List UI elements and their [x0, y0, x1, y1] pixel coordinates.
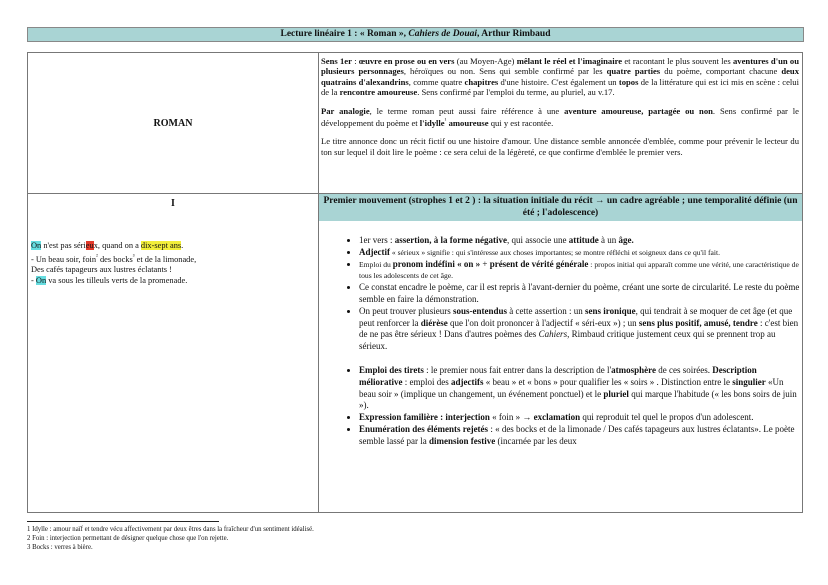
text-run: x, quand on a: [93, 241, 141, 250]
analysis-bullet: [359, 259, 802, 283]
text-run: topos: [618, 76, 639, 87]
text-run: l'idylle: [419, 117, 445, 128]
text-run: Adjectif: [359, 246, 390, 257]
text-run: dimension festive: [428, 435, 496, 446]
text-run: Enumération des éléments rejetés: [359, 423, 489, 434]
footnote-3: 3 Bocks : verres à bière.: [27, 544, 93, 551]
text-run: diérèse: [420, 317, 448, 328]
text-run: : « des bocks et de la limonade / Des cafés tapageurs aux lustres éclatants». Le poète semble lassé par la: [359, 423, 795, 446]
text-run: , Rimbaud critique justement ceux qui se prennent trop au sérieux.: [359, 329, 776, 352]
text-run: deux quatrains d'alexandrins: [321, 66, 799, 87]
analysis-cell: [319, 194, 802, 512]
analysis-bullet-list: [319, 235, 802, 448]
text-run: , qui associe une: [506, 235, 569, 245]
poem-cell: [28, 194, 318, 514]
text-run: et racontant le plus souvent les: [622, 56, 733, 66]
text-run: +: [480, 258, 490, 269]
analysis-bullet: [359, 306, 802, 353]
text-run: singulier: [732, 376, 766, 387]
analysis-bullet: [359, 412, 802, 424]
text-run: .: [181, 241, 184, 250]
text-run: Des cafés tapageurs aux lustres éclatants !: [31, 264, 172, 274]
text-run: sous-entendus: [452, 305, 508, 316]
text-run: ¹: [444, 118, 447, 125]
text-run: à cette assertion : un: [507, 305, 585, 316]
text-run: du poème, comportant chacune: [660, 66, 782, 77]
text-run: -: [31, 275, 36, 285]
text-run: d'une histoire. C'est également un: [498, 76, 619, 87]
text-run: va sous les tilleuls verts de la promenade.: [46, 275, 188, 285]
text-run: mêlant le réel et l'imaginaire: [516, 56, 623, 66]
text-run: à un: [598, 235, 619, 245]
text-run: Description méliorative: [359, 364, 757, 387]
highlighted-text: On: [35, 275, 47, 285]
text-run: ²: [96, 253, 98, 260]
text-run: et de la limonade,: [134, 254, 197, 264]
text-run: âge.: [618, 235, 634, 245]
footnotes: [27, 525, 314, 552]
poem-verse: [31, 252, 196, 265]
text-run: Expression familière : interjection: [359, 412, 490, 423]
text-run: , héroïques ou non. Sens qui semble confirmé par les: [403, 66, 607, 77]
highlighted-text: dix-sept ans: [140, 241, 182, 250]
text-run: de ces soirées.: [656, 364, 713, 375]
text-run: Cahiers: [538, 329, 568, 340]
text-run: , qui tendrait à se moquer de cet âge (et que peut renforcer la: [359, 305, 793, 328]
movement-heading: Premier mouvement (strophes 1 et 2 ) : la situation initiale du récit → un cadre agréable ; une temporalité définie (un été ; l'adolescence): [319, 194, 802, 221]
text-run: chapitres: [464, 76, 499, 87]
roman-definition-cell: [321, 56, 799, 165]
text-run: «Un beau soir » (implique un changement, un événement ponctuel) et le: [359, 376, 784, 399]
text-run: , le terme roman peut aussi faire référence à une: [369, 105, 565, 116]
text-run: œuvre en prose ou en vers: [358, 56, 455, 66]
highlighted-text: eu: [85, 241, 94, 250]
analysis-bullet: [359, 247, 802, 259]
text-run: sens plus positif, amusé, tendre: [638, 317, 758, 328]
text-run: , comme quatre: [408, 76, 465, 87]
text-run: de la littérature qui est ici mis en scène : celui de la: [321, 76, 799, 98]
text-run: n'est pas séri: [41, 241, 86, 250]
analysis-bullet: [359, 282, 802, 306]
text-run: pronom indéfini « on »: [392, 258, 481, 269]
text-run: : emploi des: [402, 376, 451, 387]
roman-label: ROMAN: [153, 117, 193, 129]
text-run: exclamation: [533, 412, 581, 423]
text-run: qui s'intéresse aux choses importantes; se montre réfléchi et soigneux dans ce qu'il fait.: [455, 247, 721, 257]
text-run: qui marque l'habitude (« les bons soirs de juin »).: [359, 388, 797, 411]
text-run: 1er vers :: [359, 235, 395, 245]
text-run: atmosphère: [611, 364, 656, 375]
text-run: présent de vérité générale: [489, 258, 589, 269]
text-run: aventures d'un ou plusieurs personnages: [321, 56, 800, 77]
text-run: Sens 1er: [321, 56, 352, 66]
analysis-bullet: [359, 235, 802, 247]
text-run: ³: [132, 253, 135, 260]
analysis-bullet: [359, 365, 802, 412]
text-run: sens ironique: [585, 305, 636, 316]
footnote-2: 2 Foin : interjection permettant de désigner quelque chose que l'on rejette.: [27, 535, 229, 542]
text-run: pluriel: [603, 388, 629, 399]
text-run: « foin » →: [489, 412, 534, 423]
text-run: aventure amoureuse, partagée ou non: [564, 105, 713, 116]
text-run: Ce constat encadre le poème, car il est repris à l'avant-dernier du poème, créant une sorte de circularité. Le reste du poème semble en faire la démonstration.: [359, 282, 800, 304]
definition-paragraph-1: [321, 56, 799, 98]
text-run: quatre parties: [606, 66, 661, 77]
text-run: Le titre annonce donc un récit fictif ou une histoire d'amour. Une distance semble annoncée d'emblée, comme pour prévenir le lecteur du ton sur lequel il doit lire le poème : ce sera celui de la légèreté, ce que confirme d'emblée le premier vers.: [321, 136, 799, 157]
text-run: assertion, à la forme négative: [394, 235, 507, 245]
text-run: des bocks: [97, 254, 133, 264]
text-run: Emploi du: [359, 259, 393, 269]
stanza-number: I: [171, 198, 175, 209]
text-run: (au Moyen-Age): [454, 56, 517, 66]
text-run: Par analogie: [321, 105, 370, 116]
definition-paragraph-3: [321, 136, 799, 157]
text-run: que l'on doit prononcer à l'adjectif « séri-eux ») ; un: [447, 317, 639, 328]
text-run: : le premier nous fait entrer dans la description de l': [423, 364, 612, 375]
text-run: attitude: [568, 235, 599, 245]
analysis-bullet: [359, 424, 802, 448]
footnote-1: 1 Idylle : amour naïf et tendre vécu affectivement par deux êtres dans la fraîcheur d'un sentiment idéalisé.: [27, 526, 314, 533]
text-run: : propos initial qui apparaît comme une vérité, une caractéristique de tous les adolescents de cet âge.: [359, 259, 799, 281]
text-run: qui reproduit tel quel le propos d'un adolescent.: [580, 412, 754, 423]
text-run: - Un beau soir, foin: [31, 254, 97, 264]
text-run: . Sens confirmé par le développement du poème et: [321, 105, 799, 128]
text-run: Emploi des tirets: [359, 364, 424, 375]
roman-label-cell: [28, 53, 318, 193]
document-title: Lecture linéaire 1 : « Roman », Cahiers de Douai, Arthur Rimbaud: [27, 27, 804, 42]
poem-verse: [31, 265, 196, 276]
text-run: . Sens confirmé par l'emploi du terme, au pluriel, au v.17.: [417, 87, 615, 98]
poem-verse: [31, 276, 196, 287]
text-run: qui y est racontée.: [488, 117, 554, 128]
text-run: « sérieux » signifie :: [390, 247, 456, 257]
analysis-table: [27, 52, 803, 513]
text-run: On peut trouver plusieurs: [359, 305, 453, 316]
highlighted-text: On: [31, 241, 42, 250]
text-run: rencontre amoureuse: [339, 87, 418, 98]
text-run: adjectifs: [450, 376, 484, 387]
definition-paragraph-2: [321, 106, 799, 129]
text-run: :: [351, 56, 359, 66]
text-run: amoureuse: [446, 117, 489, 128]
text-run: : c'est bien de ne pas être sérieux ! Dans d'autres poèmes des: [359, 317, 799, 340]
text-run: (incarnée par les deux: [495, 435, 577, 446]
poem-verse: [31, 241, 196, 252]
poem-verses: [31, 241, 196, 286]
footnote-rule: [27, 521, 219, 522]
text-run: « beau » et « bons » pour qualifier les « soirs » . Distinction entre le: [483, 376, 733, 387]
